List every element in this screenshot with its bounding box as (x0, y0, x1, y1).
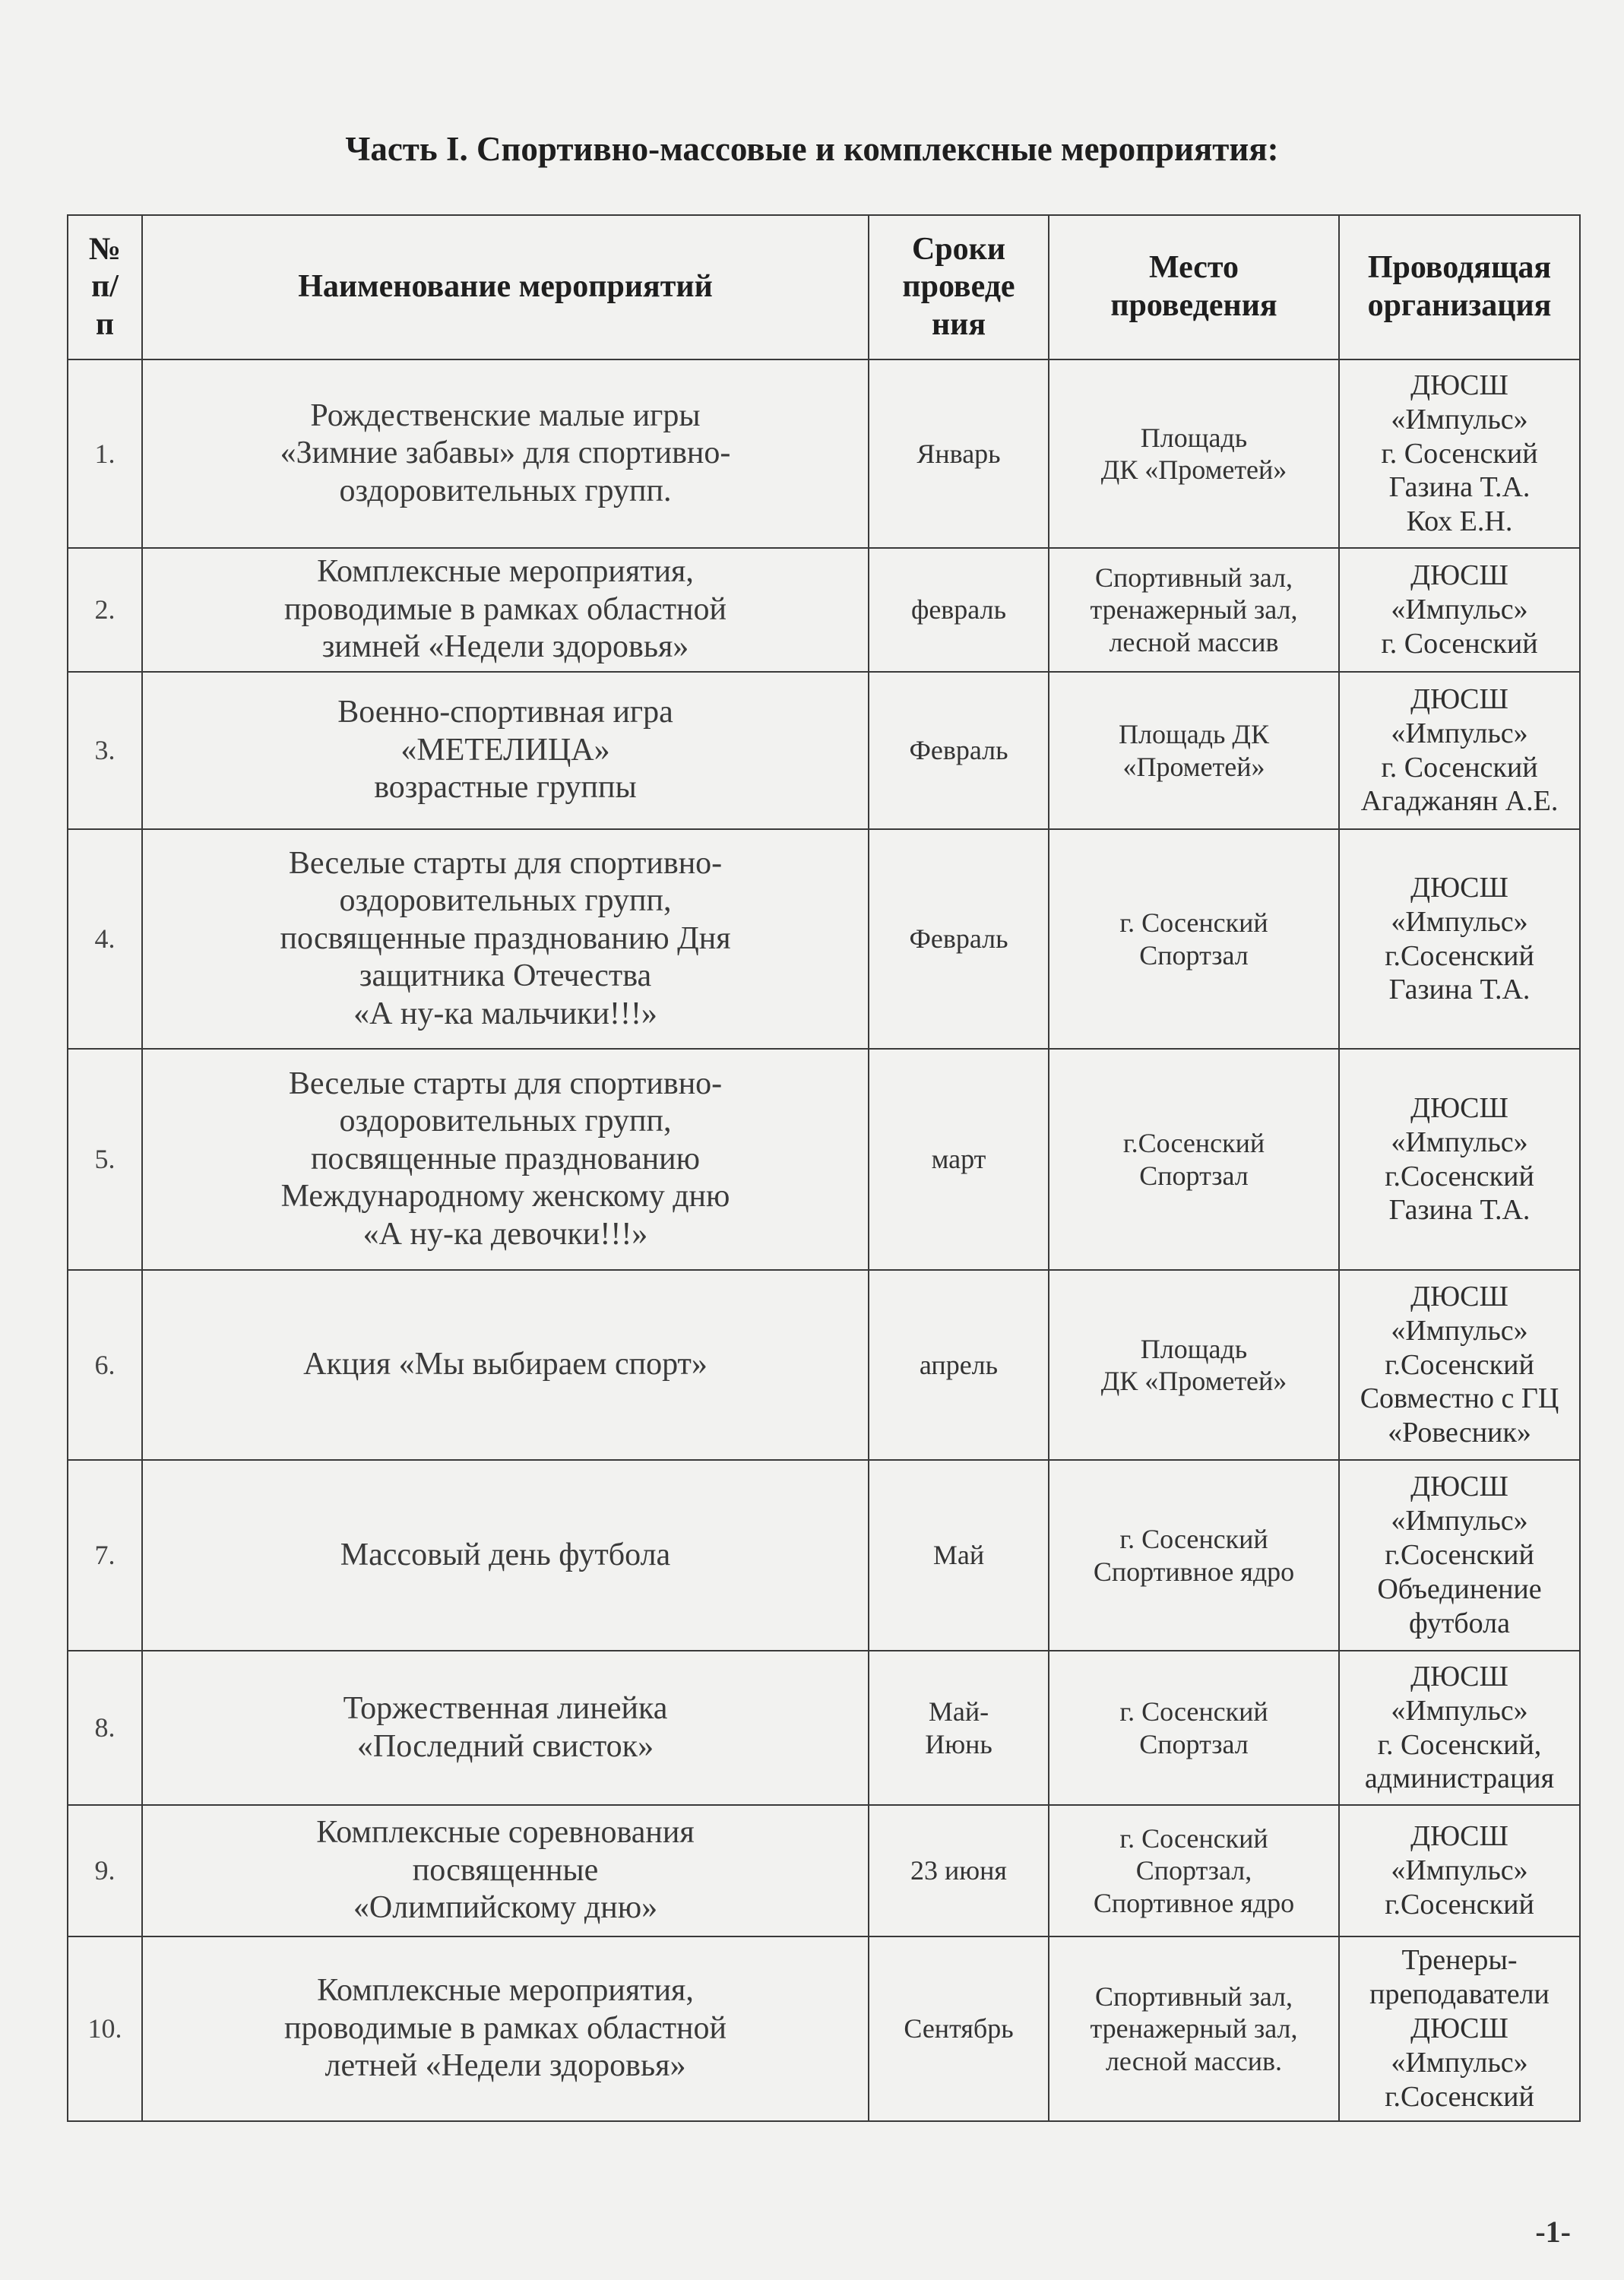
cell-line: ДК «Прометей» (1100, 1366, 1287, 1396)
cell-line: Кох Е.Н. (1406, 505, 1513, 538)
row-number: 8. (68, 1651, 142, 1805)
cell-line: Площадь (1140, 1333, 1248, 1364)
row-number: 3. (68, 672, 142, 829)
event-date (869, 1805, 1049, 1936)
cell-line: Май (932, 1540, 985, 1571)
cell-line: Спортзал, (1135, 1855, 1252, 1886)
cell-line: № (88, 231, 122, 267)
event-name (142, 672, 869, 829)
table-row (68, 672, 1580, 829)
cell-line: Акция «Мы выбираем спорт» (303, 1347, 708, 1382)
cell-line: Комплексные соревнования (316, 1815, 695, 1851)
cell-line: «Ровесник» (1388, 1417, 1531, 1449)
cell-line: футбола (1409, 1607, 1510, 1639)
event-name (142, 548, 869, 672)
table-row (68, 1270, 1580, 1460)
row-number: 6. (68, 1270, 142, 1460)
event-date (869, 672, 1049, 829)
event-date (869, 1049, 1049, 1270)
cell-line: г. Сосенский (1381, 751, 1538, 784)
page-title: Часть I. Спортивно-массовые и комплексные мероприятия: (345, 130, 1279, 168)
event-place (1049, 672, 1339, 829)
event-organizer (1339, 829, 1580, 1049)
cell-line: проведе (902, 269, 1015, 305)
cell-line: «МЕТЕЛИЦА» (400, 732, 610, 768)
cell-line: Февраль (909, 923, 1008, 955)
cell-line: зимней «Недели здоровья» (321, 629, 689, 665)
cell-line: Газина Т.А. (1388, 974, 1531, 1006)
cell-line: апрель (919, 1349, 999, 1380)
cell-line: Сроки (911, 231, 1006, 267)
cell-line: г. Сосенский, (1377, 1728, 1542, 1761)
cell-line: Международному женскому дню (280, 1179, 730, 1214)
cell-line: «Импульс» (1391, 1505, 1528, 1537)
table-row (68, 829, 1580, 1049)
cell-line: «Импульс» (1391, 403, 1528, 435)
row-number: 10. (68, 1936, 142, 2121)
cell-line: п (95, 306, 115, 342)
event-organizer (1339, 1049, 1580, 1270)
cell-line: «Импульс» (1391, 1694, 1528, 1727)
cell-line: ДЮСШ (1410, 1820, 1508, 1853)
cell-line: проводимые в рамках областной (284, 2010, 727, 2046)
cell-line: ДЮСШ (1410, 1280, 1508, 1313)
cell-line: Совместно с ГЦ (1360, 1382, 1559, 1415)
cell-line: оздоровительных групп, (339, 883, 672, 919)
header-org (1339, 215, 1580, 359)
cell-line: Площадь ДК (1119, 719, 1269, 750)
cell-line: Площадь (1140, 422, 1248, 453)
event-place (1049, 1936, 1339, 2121)
event-name (142, 1651, 869, 1805)
cell-line: Сентябрь (904, 2013, 1014, 2044)
cell-line: «А ну-ка девочки!!!» (362, 1216, 648, 1252)
cell-line: Спортивный зал, (1095, 1981, 1293, 2012)
cell-line: г.Сосенский (1385, 1539, 1534, 1572)
event-place (1049, 1651, 1339, 1805)
cell-line: «А ну-ка мальчики!!!» (353, 996, 657, 1031)
event-organizer (1339, 1651, 1580, 1805)
cell-line: Проводящая (1367, 250, 1552, 286)
cell-line: Агаджанян А.Е. (1360, 785, 1559, 818)
cell-line: г. Сосенский (1119, 907, 1268, 939)
cell-line: Спортзал (1139, 1160, 1249, 1191)
cell-line: г. Сосенский (1381, 437, 1538, 470)
cell-line: Спортзал (1139, 939, 1249, 971)
cell-line: ДЮСШ (1410, 1660, 1508, 1693)
event-place (1049, 829, 1339, 1049)
event-place (1049, 548, 1339, 672)
cell-line: летней «Недели здоровья» (324, 2048, 686, 2084)
cell-line: «Импульс» (1391, 717, 1528, 749)
cell-line: защитника Отечества (359, 958, 652, 994)
cell-line: Массовый день футбола (340, 1537, 671, 1572)
cell-line: лесной массив. (1105, 2045, 1283, 2076)
cell-line: лесной массив (1109, 626, 1279, 657)
cell-line: Веселые старты для спортивно- (288, 1066, 723, 1101)
cell-line: оздоровительных групп. (339, 473, 672, 508)
cell-line: организация (1367, 288, 1552, 323)
cell-line: ДЮСШ (1410, 369, 1508, 401)
cell-line: Военно-спортивная игра (337, 695, 673, 730)
cell-line: Спортивное ядро (1093, 1556, 1295, 1587)
cell-line: «Олимпийскому дню» (353, 1890, 658, 1926)
event-date (869, 829, 1049, 1049)
event-place (1049, 1805, 1339, 1936)
event-date (869, 1651, 1049, 1805)
event-name (142, 1805, 869, 1936)
cell-line: Наименование мероприятий (298, 269, 713, 305)
row-number: 1. (68, 359, 142, 548)
event-organizer (1339, 548, 1580, 672)
cell-line: Тренеры- (1401, 1944, 1518, 1977)
cell-line: «Импульс» (1391, 594, 1528, 626)
cell-line: ДЮСШ (1410, 682, 1508, 715)
cell-line: «Импульс» (1391, 1126, 1528, 1158)
cell-line: посвященные (412, 1852, 599, 1888)
table-row (68, 1805, 1580, 1936)
cell-line: проведения (1110, 288, 1277, 323)
cell-line: Февраль (909, 735, 1008, 766)
cell-line: г. Сосенский (1381, 627, 1538, 660)
event-place (1049, 1270, 1339, 1460)
cell-line: Спортивный зал, (1095, 562, 1293, 593)
event-date (869, 359, 1049, 548)
cell-line: Объединение (1377, 1572, 1542, 1605)
event-date (869, 548, 1049, 672)
event-date (869, 1460, 1049, 1651)
cell-line: «Прометей» (1122, 751, 1265, 782)
cell-line: ДЮСШ (1410, 2012, 1508, 2045)
cell-line: «Зимние забавы» для спортивно- (280, 435, 731, 471)
cell-line: Место (1149, 250, 1239, 286)
cell-line: ДЮСШ (1410, 1091, 1508, 1124)
cell-line: Газина Т.А. (1388, 1194, 1531, 1227)
cell-line: г. Сосенский (1119, 1524, 1268, 1555)
cell-line: «Импульс» (1391, 2046, 1528, 2079)
cell-line: Рождественские малые игры (310, 397, 701, 433)
cell-line: тренажерный зал, (1090, 2013, 1298, 2044)
cell-line: Комплексные мероприятия, (317, 1973, 694, 2009)
event-name (142, 1270, 869, 1460)
event-organizer (1339, 672, 1580, 829)
cell-line: Веселые старты для спортивно- (288, 845, 723, 881)
table-row (68, 1460, 1580, 1651)
cell-line: ДЮСШ (1410, 559, 1508, 592)
events-table (67, 214, 1581, 2122)
event-organizer (1339, 359, 1580, 548)
cell-line: «Импульс» (1391, 1314, 1528, 1347)
event-name (142, 1936, 869, 2121)
cell-line: Газина Т.А. (1388, 471, 1531, 504)
event-organizer (1339, 1936, 1580, 2121)
header-date (869, 215, 1049, 359)
cell-line: г.Сосенский (1385, 2080, 1534, 2113)
event-name (142, 359, 869, 548)
event-organizer (1339, 1805, 1580, 1936)
cell-line: оздоровительных групп, (339, 1104, 672, 1139)
cell-line: г.Сосенский (1385, 939, 1534, 972)
table-row (68, 1936, 1580, 2121)
event-organizer (1339, 1460, 1580, 1651)
cell-line: проводимые в рамках областной (284, 591, 727, 627)
cell-line: п/ (91, 269, 119, 305)
cell-line: г. Сосенский (1119, 1822, 1268, 1854)
cell-line: г. Сосенский (1119, 1696, 1268, 1727)
table-row (68, 1049, 1580, 1270)
event-organizer (1339, 1270, 1580, 1460)
event-name (142, 829, 869, 1049)
row-number: 9. (68, 1805, 142, 1936)
cell-line: Комплексные мероприятия, (317, 554, 694, 590)
cell-line: Спортзал (1139, 1728, 1249, 1759)
cell-line: посвященные празднованию Дня (280, 920, 731, 956)
row-number: 7. (68, 1460, 142, 1651)
header-row (68, 215, 1580, 359)
table-row (68, 1651, 1580, 1805)
cell-line: возрастные группы (374, 770, 637, 806)
row-number: 4. (68, 829, 142, 1049)
cell-line: г.Сосенский (1385, 1888, 1534, 1921)
cell-line: тренажерный зал, (1090, 594, 1298, 625)
cell-line: «Импульс» (1391, 905, 1528, 938)
cell-line: г.Сосенский (1385, 1160, 1534, 1192)
cell-line: Июнь (925, 1728, 992, 1759)
header-place (1049, 215, 1339, 359)
header-num (68, 215, 142, 359)
cell-line: Январь (916, 438, 1001, 469)
cell-line: 23 июня (910, 1855, 1007, 1886)
cell-line: г.Сосенский (1385, 1348, 1534, 1381)
cell-line: март (931, 1144, 986, 1175)
cell-line: Спортивное ядро (1093, 1887, 1295, 1918)
event-date (869, 1270, 1049, 1460)
cell-line: ДЮСШ (1410, 871, 1508, 904)
event-date (869, 1936, 1049, 2121)
cell-line: администрация (1364, 1762, 1555, 1795)
cell-line: Май- (928, 1696, 989, 1727)
cell-line: «Последний свисток» (356, 1728, 654, 1764)
cell-line: посвященные празднованию (310, 1141, 701, 1176)
cell-line: ДК «Прометей» (1100, 454, 1287, 485)
row-number: 5. (68, 1049, 142, 1270)
cell-line: г.Сосенский (1122, 1128, 1265, 1159)
cell-line: Торжественная линейка (343, 1690, 668, 1726)
event-place (1049, 1049, 1339, 1270)
cell-line: «Импульс» (1391, 1854, 1528, 1887)
row-number: 2. (68, 548, 142, 672)
cell-line: ДЮСШ (1410, 1471, 1508, 1503)
event-place (1049, 1460, 1339, 1651)
table-row (68, 359, 1580, 548)
event-name (142, 1049, 869, 1270)
event-name (142, 1460, 869, 1651)
table-row (68, 548, 1580, 672)
header-name (142, 215, 869, 359)
page-number: -1- (1535, 2215, 1571, 2249)
cell-line: ния (931, 306, 986, 342)
event-place (1049, 359, 1339, 548)
cell-line: преподаватели (1369, 1978, 1550, 2011)
cell-line: февраль (911, 594, 1006, 625)
